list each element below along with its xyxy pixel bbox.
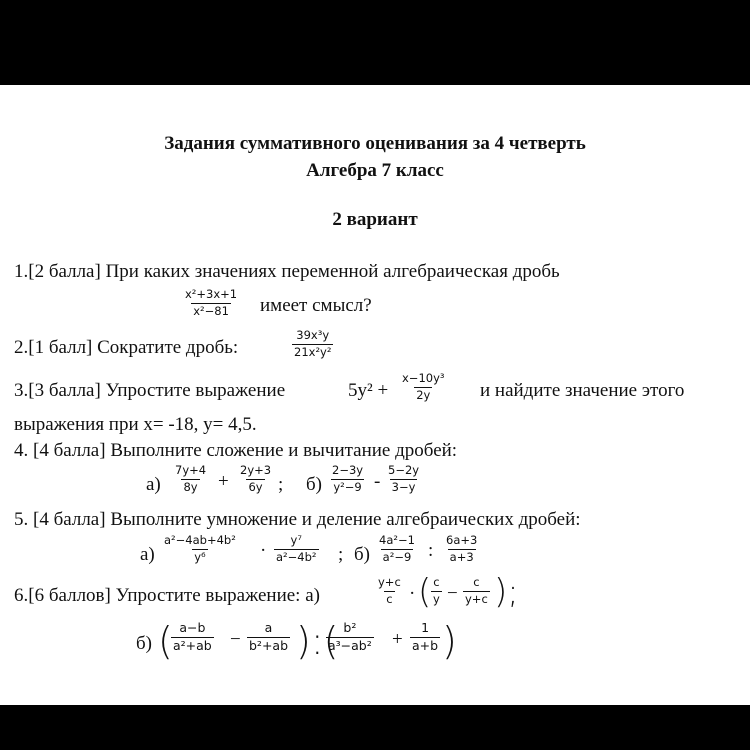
task6-b-fraction-3 (326, 622, 374, 652)
task1-tail: имеет смысл? (260, 295, 372, 316)
fraction-denominator: c (386, 591, 393, 606)
task5-b-operator: : (428, 540, 434, 561)
document-subtitle: Алгебра 7 класс (306, 160, 444, 181)
fraction-denominator: y+c (465, 591, 488, 606)
fraction-numerator: a²−4ab+4b² (164, 533, 236, 547)
fraction-denominator: x²−81 (193, 303, 229, 318)
task6-b-fraction-4 (410, 622, 440, 652)
fraction-denominator: a²−4b² (276, 549, 317, 564)
task4-a-label: а) (146, 474, 161, 495)
task5-a-fraction-2 (274, 535, 319, 563)
fraction-numerator: 5−2y (388, 463, 420, 477)
task3-text: 3.[3 балла] Упростите выражение (14, 380, 286, 401)
fraction-numerator: 39x³y (296, 328, 330, 342)
task1-text: 1.[2 балла] При каких значениях переменной алгебраическая дробь (14, 261, 560, 282)
task4-b-fraction-1 (330, 465, 365, 493)
variant-label: 2 вариант (332, 209, 418, 230)
document-page (0, 85, 750, 705)
fraction-numerator: c (433, 575, 440, 589)
task5-b-fraction-2 (444, 535, 479, 563)
fraction-numerator: x²+3x+1 (185, 287, 238, 301)
fraction-numerator: a−b (179, 620, 206, 635)
task6-b-fraction-1 (171, 622, 214, 652)
task5-text: 5. [4 балла] Выполните умножение и деление алгебраических дробей: (14, 509, 581, 530)
task3-line2: выражения при x= -18, y= 4,5. (14, 414, 257, 435)
fraction-denominator: 3−y (391, 479, 416, 494)
fraction-numerator: x−10y³ (402, 371, 445, 385)
task5-a-label: а) (140, 544, 155, 565)
fraction-denominator: 6y (248, 479, 263, 494)
fraction-numerator: 1 (421, 620, 430, 635)
task5-b-label: б) (354, 544, 370, 565)
task5-a-operator: · (260, 540, 267, 561)
task6-b-middle-parens: ):( (296, 619, 339, 663)
task1-fraction (183, 289, 239, 317)
fraction-denominator: y (433, 591, 440, 606)
fraction-numerator: 7y+4 (175, 463, 207, 477)
task5-b-fraction-1 (377, 535, 417, 563)
task2-text: 2.[1 балл] Сократите дробь: (14, 337, 239, 358)
task4-text: 4. [4 балла] Выполните сложение и вычитание дробей: (14, 440, 458, 461)
task6-a-dot: · (409, 583, 416, 604)
fraction-numerator: y+c (378, 575, 401, 589)
task4-a-operator: + (218, 471, 229, 492)
task4-a-end: ; (278, 474, 284, 495)
task5-a-fraction-1 (162, 535, 238, 563)
fraction-denominator: 8y (183, 479, 198, 494)
task4-b-label: б) (306, 474, 322, 495)
task6-a-fraction-3 (463, 577, 490, 605)
task6-text: 6.[6 баллов] Упростите выражение: а) (14, 585, 320, 606)
fraction-numerator: 2−3y (332, 463, 364, 477)
fraction-denominator: 21x²y² (294, 344, 332, 359)
task5-a-end: ; (338, 544, 344, 565)
task3-tail: и найдите значение этого (480, 380, 685, 401)
fraction-denominator: a+b (412, 637, 439, 653)
task6-b-right-paren: ) (442, 619, 457, 663)
task6-b-plus: + (392, 629, 403, 650)
task4-b-fraction-2 (386, 465, 421, 493)
task6-a-minus: − (447, 583, 458, 604)
fraction-numerator: b² (343, 620, 357, 635)
task4-a-fraction-2 (238, 465, 273, 493)
task6-b-fraction-2 (247, 622, 290, 652)
task2-fraction (292, 330, 333, 358)
task6-a-fraction-2 (431, 577, 442, 605)
fraction-denominator: a²−9 (382, 549, 412, 564)
task6-a-left-paren: ( (418, 572, 432, 612)
fraction-numerator: c (473, 575, 480, 589)
fraction-denominator: a³−ab² (328, 637, 372, 653)
fraction-denominator: 2y (416, 387, 431, 402)
task6-a-fraction-1 (376, 577, 403, 605)
fraction-denominator: b²+ab (249, 637, 289, 653)
task3-expression: 5y² + (348, 380, 389, 401)
task6-a-right-paren: ); (494, 572, 519, 612)
task3-fraction (400, 373, 447, 401)
fraction-numerator: y⁷ (290, 533, 302, 547)
task6-b-left-paren: ( (158, 619, 173, 663)
fraction-numerator: 4a²−1 (379, 533, 415, 547)
fraction-denominator: a²+ab (173, 637, 212, 653)
task6-b-minus: − (230, 629, 241, 650)
fraction-numerator: a (264, 620, 273, 635)
fraction-numerator: 2y+3 (240, 463, 272, 477)
task4-b-operator: - (374, 471, 381, 492)
fraction-denominator: a+3 (449, 549, 474, 564)
fraction-numerator: 6a+3 (446, 533, 478, 547)
fraction-denominator: y⁶ (194, 549, 206, 564)
task4-a-fraction-1 (173, 465, 208, 493)
task6-b-label: б) (136, 633, 152, 654)
fraction-denominator: y²−9 (333, 479, 362, 494)
document-title: Задания суммативного оценивания за 4 четверть (164, 133, 586, 154)
